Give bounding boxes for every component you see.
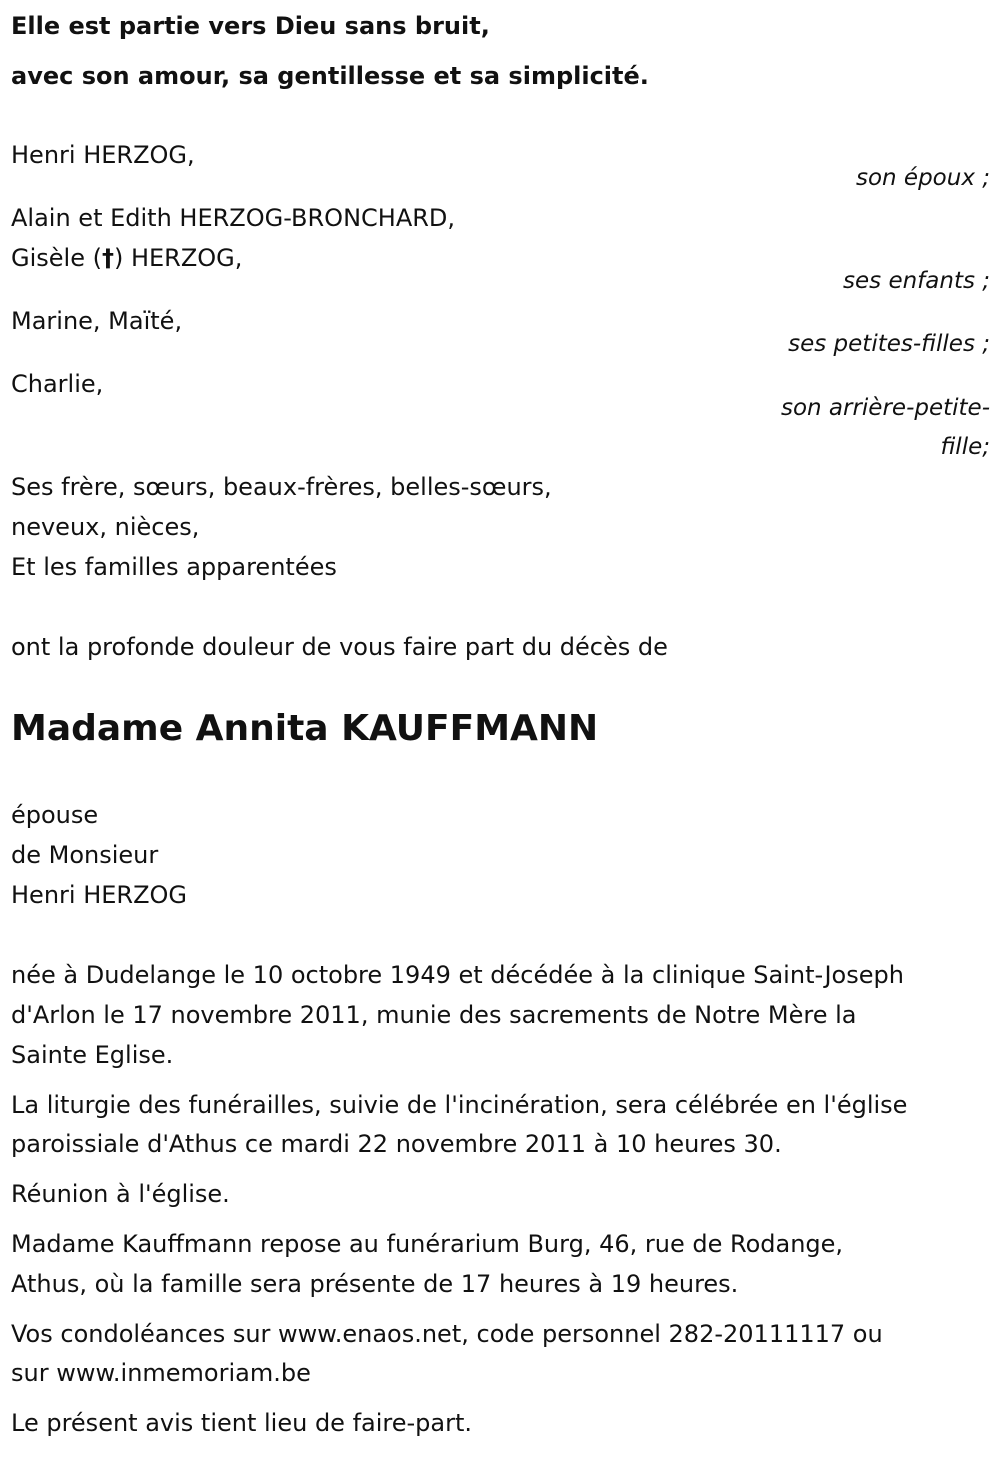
child-2-suffix: ) HERZOG, (113, 244, 243, 272)
closing: Le présent avis tient lieu de faire-part. (11, 1409, 473, 1437)
announcement: ont la profonde douleur de vous faire part du décès de (11, 633, 668, 661)
great-granddaughter: Charlie, (11, 370, 104, 398)
great-granddaughter-role-1: son arrière-petite- (780, 395, 990, 421)
nephews: neveux, nièces, (11, 513, 200, 541)
birth-death-line-3: Sainte Eglise. (11, 1041, 174, 1069)
children-role: ses enfants ; (843, 268, 990, 294)
child-1: Alain et Edith HERZOG-BRONCHARD, (11, 204, 456, 232)
liturgy-line-1: La liturgie des funérailles, suivie de l'incinération, sera célébrée en l'église (11, 1091, 908, 1119)
child-2 (11, 238, 242, 278)
husband-role: son époux ; (855, 165, 990, 191)
spouse-line-2: de Monsieur (11, 841, 159, 869)
child-2-prefix: Gisèle ( (11, 244, 102, 272)
liturgy-line-2: paroissiale d'Athus ce mardi 22 novembre 2011 à 10 heures 30. (11, 1130, 782, 1158)
spouse-line-1: épouse (11, 801, 99, 829)
rest-line-2: Athus, où la famille sera présente de 17 heures à 19 heures. (11, 1270, 739, 1298)
cross-icon: † (101, 244, 114, 272)
birth-death-line-2: d'Arlon le 17 novembre 2011, munie des sacrements de Notre Mère la (11, 1001, 857, 1029)
husband-name: Henri HERZOG, (11, 141, 195, 169)
header-line-2: avec son amour, sa gentillesse et sa simplicité. (11, 62, 649, 90)
condolences-line-2: sur www.inmemoriam.be (11, 1359, 311, 1387)
relatives: Et les familles apparentées (11, 553, 337, 581)
rest-line-1: Madame Kauffmann repose au funérarium Burg, 46, rue de Rodange, (11, 1230, 844, 1258)
granddaughters-role: ses petites-filles ; (788, 331, 990, 357)
deceased-name: Madame Annita KAUFFMANN (11, 708, 599, 749)
condolences-line-1: Vos condoléances sur www.enaos.net, code personnel 282-20111117 ou (11, 1320, 883, 1348)
meeting: Réunion à l'église. (11, 1180, 230, 1208)
spouse-line-3: Henri HERZOG (11, 881, 188, 909)
header-line-1: Elle est partie vers Dieu sans bruit, (11, 12, 490, 40)
birth-death-line-1: née à Dudelange le 10 octobre 1949 et décédée à la clinique Saint-Joseph (11, 961, 904, 989)
siblings: Ses frère, sœurs, beaux-frères, belles-sœurs, (11, 473, 552, 501)
granddaughters: Marine, Maïté, (11, 307, 183, 335)
great-granddaughter-role-2: fille; (940, 434, 990, 460)
